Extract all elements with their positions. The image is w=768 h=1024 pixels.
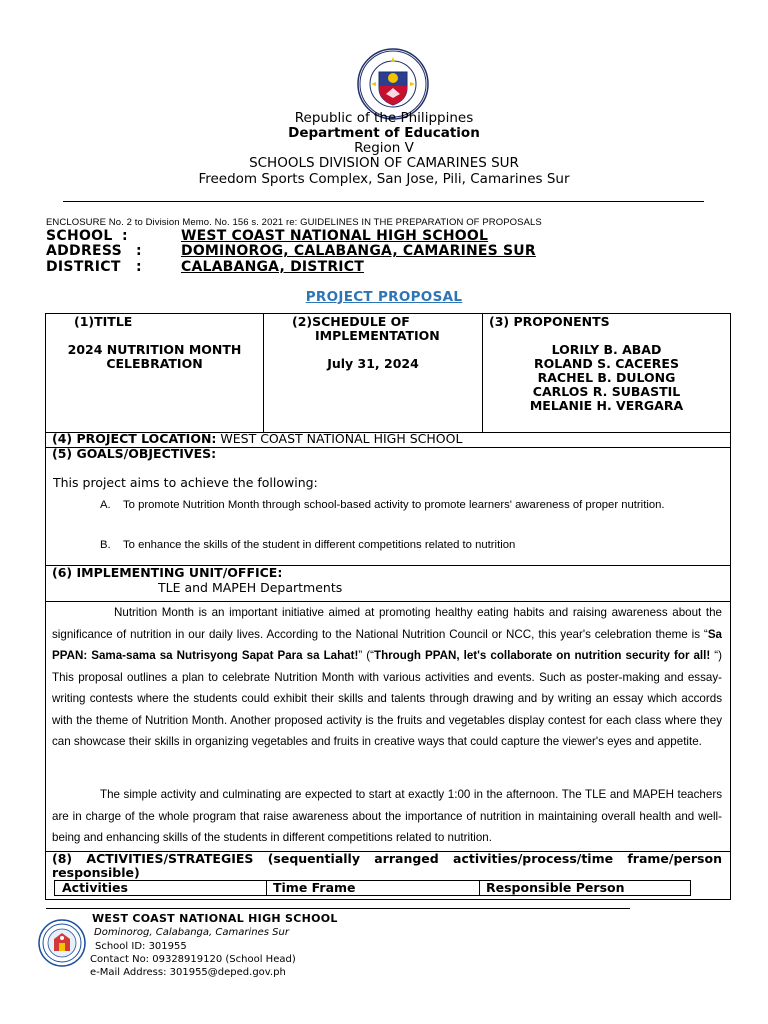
goal-b-marker: B. [100, 539, 111, 551]
goal-a-text: To promote Nutrition Month through school-based activity to promote learners' awareness of proper nutrition. [123, 499, 665, 511]
header-region: Region V [354, 140, 414, 156]
header-department: Department of Education [288, 125, 480, 141]
goals-label: (5) GOALS/OBJECTIVES: [52, 446, 217, 461]
project-proposal-title: PROJECT PROPOSAL [305, 289, 463, 305]
address-colon: : [136, 243, 142, 259]
project-location-value: WEST COAST NATIONAL HIGH SCHOOL [216, 431, 463, 446]
activities-label: (8) ACTIVITIES/STRATEGIES (sequentially arranged activities/process/time frame/person responsible) [52, 851, 722, 880]
schedule-header-line1: (2)SCHEDULE OF [292, 314, 410, 329]
header-address: Freedom Sports Complex, San Jose, Pili, Camarines Sur [198, 171, 570, 187]
title-value-line1: 2024 NUTRITION MONTH [67, 342, 242, 357]
schedule-header-line2: IMPLEMENTATION [315, 328, 440, 343]
district-value: CALABANGA, DISTRICT [181, 259, 364, 275]
proponent-name: RACHEL B. DULONG [537, 370, 676, 385]
header-divider [63, 201, 704, 202]
footer-contact: Contact No: 09328919120 (School Head) [90, 954, 296, 965]
rationale-text: The simple activity and culminating are expected to start at exactly 1:00 in the afternoon. The TLE and MAPEH teachers are in charge of the whole program that raise awareness about the importance of nutrition in maintaining overall health and well-being and enhancing skills of the students in different competitions related to nutrition. [52, 788, 722, 844]
proponent-name: CARLOS R. SUBASTIL [532, 384, 681, 399]
proponent-name: LORILY B. ABAD [551, 342, 662, 357]
district-label: DISTRICT [46, 259, 121, 275]
footer-address: Dominorog, Calabanga, Camarines Sur [94, 927, 289, 938]
goals-intro: This project aims to achieve the following: [53, 475, 318, 490]
proponents-header: (3) PROPONENTS [489, 314, 610, 329]
address-value: DOMINOROG, CALABANGA, CAMARINES SUR [181, 243, 536, 259]
rationale-text: ” (“ [358, 649, 374, 662]
rationale-paragraph-2 [52, 784, 722, 849]
project-location-row [52, 432, 462, 446]
footer-school-name: WEST COAST NATIONAL HIGH SCHOOL [92, 912, 338, 925]
footer-divider [46, 908, 630, 909]
table-divider [263, 313, 264, 432]
table-divider [479, 880, 480, 896]
col-responsible-person: Responsible Person [486, 880, 625, 895]
district-colon: : [136, 259, 142, 275]
footer-school-id: School ID: 301955 [95, 941, 187, 952]
title-header: (1)TITLE [74, 314, 133, 329]
col-activities: Activities [62, 880, 128, 895]
rationale-text: Nutrition Month is an important initiative aimed at promoting healthy eating habits and raising awareness about the significance of nutrition in our daily lives. According to the National Nutrition Council or NCC, this year's celebration theme is “ [52, 606, 722, 641]
title-value-line2: CELEBRATION [106, 356, 203, 371]
col-time-frame: Time Frame [273, 880, 356, 895]
proponent-name: MELANIE H. VERGARA [529, 398, 684, 413]
footer-email: e-Mail Address: 301955@deped.gov.ph [90, 967, 286, 978]
theme-english: Through PPAN, let's collaborate on nutrition security for all! [373, 649, 711, 662]
goal-b-text: To enhance the skills of the student in different competitions related to nutrition [123, 539, 516, 551]
enclosure-note: ENCLOSURE No. 2 to Division Memo. No. 156 s. 2021 re: GUIDELINES IN THE PREPARATION OF PROPOSALS [46, 217, 542, 228]
project-location-label: (4) PROJECT LOCATION: [52, 431, 217, 446]
table-divider [266, 880, 267, 896]
school-label: SCHOOL [46, 228, 113, 244]
address-label: ADDRESS [46, 243, 123, 259]
theme-filipino: Sa PPAN: Sama-sama sa Nutrisyong Sapat Para sa Lahat! [52, 627, 722, 662]
header-republic: Republic of the Philippines [294, 110, 474, 126]
implementing-unit-label: (6) IMPLEMENTING UNIT/OFFICE: [52, 565, 283, 580]
implementing-unit-value: TLE and MAPEH Departments [158, 580, 343, 595]
school-value: WEST COAST NATIONAL HIGH SCHOOL [181, 228, 489, 244]
school-colon: : [122, 228, 128, 244]
rationale-text: “) This proposal outlines a plan to celebrate Nutrition Month with various activities and events. Such as poster-making and essay-writing contests where the students could exhibit their skills and talents through drawing and by writing an essay which accords with the theme of Nutrition Month. Another proposed activity is the fruits and vegetables display contest for each class where they can showcase their skills in organizing vegetables and fruits in creative ways that could capture the viewer's eyes and appetite. [52, 649, 722, 748]
header-division: SCHOOLS DIVISION OF CAMARINES SUR [249, 155, 519, 171]
goal-a-marker: A. [100, 499, 111, 511]
rationale-paragraph-1 [52, 602, 722, 753]
proponent-name: ROLAND S. CACERES [534, 356, 679, 371]
school-logo [38, 919, 86, 967]
schedule-value: July 31, 2024 [327, 356, 419, 371]
